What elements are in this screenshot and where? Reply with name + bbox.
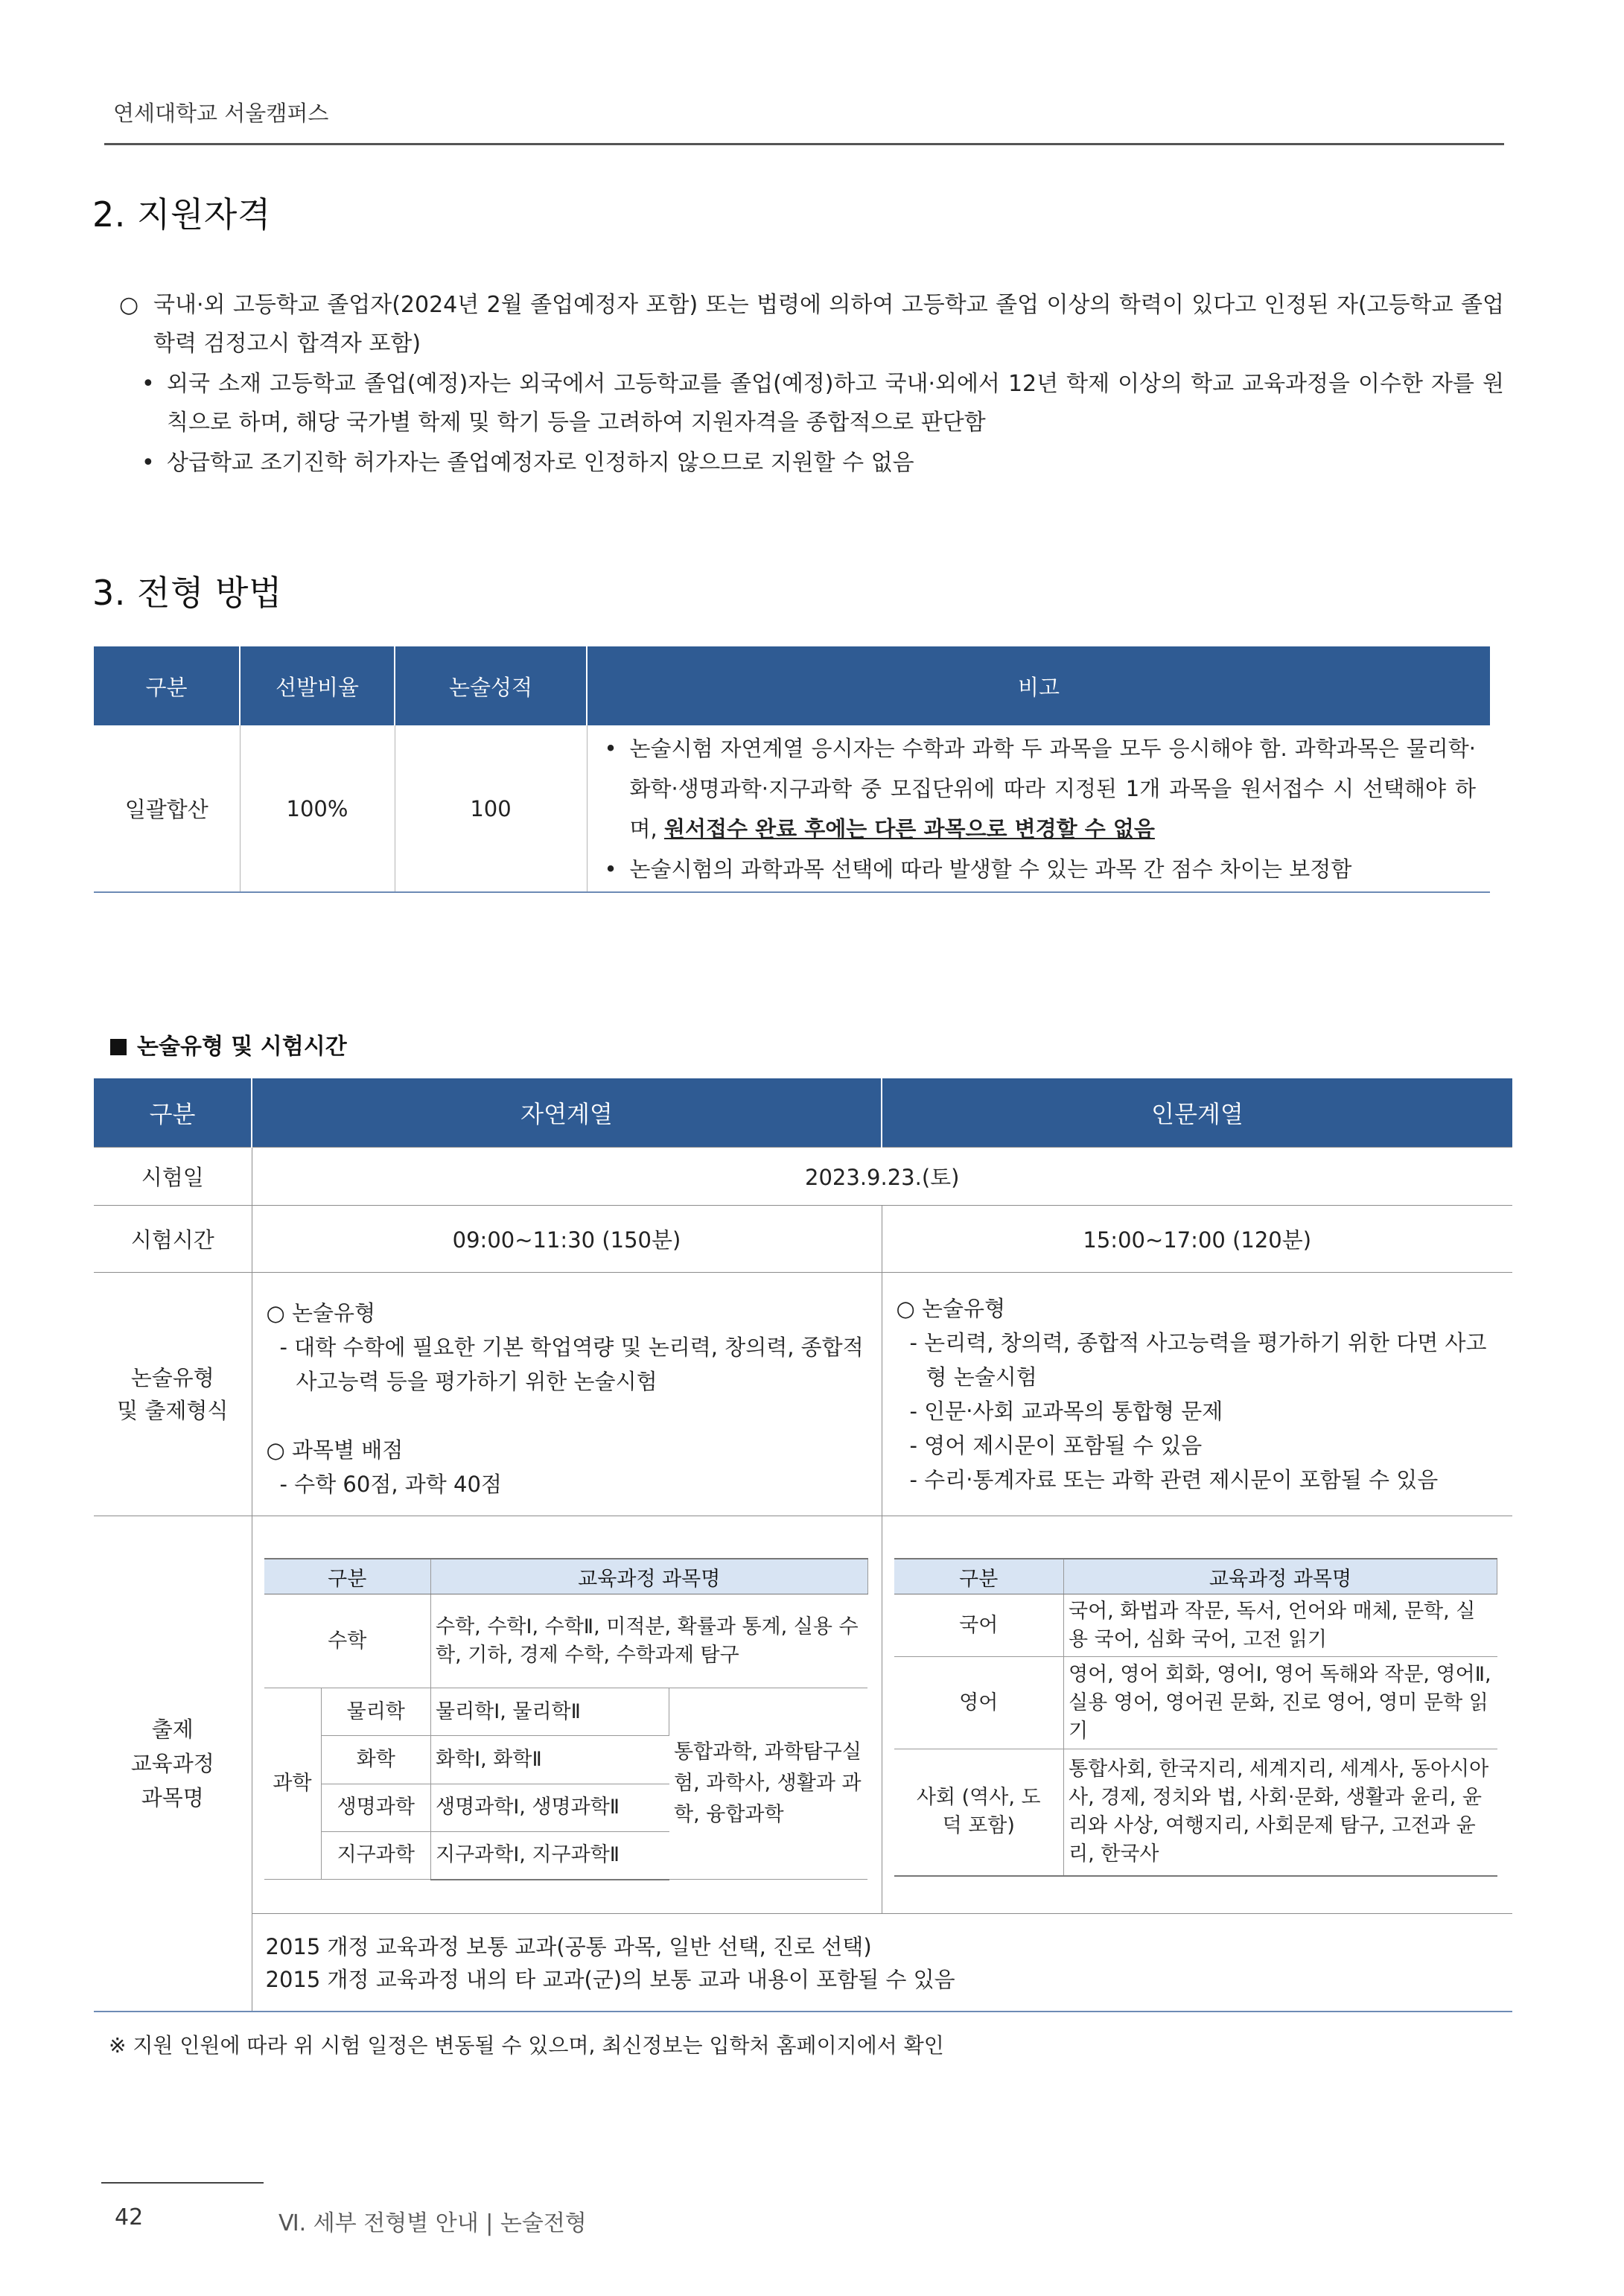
natural-essay-type: ○ 논술유형 - 대학 수학에 필요한 기본 학업역량 및 논리력, 창의력, 종합적 사고능력 등을 평가하기 위한 논술시험 ○ 과목별 배점 - 수학 60점, 과학 40점 xyxy=(252,1273,882,1516)
footer-rule xyxy=(101,2182,264,2184)
row-label: 출제 교육과정 과목명 xyxy=(94,1516,252,2012)
essay-table xyxy=(94,1078,1512,2012)
note-item: • 논술시험의 과학과목 선택에 따라 발생할 수 있는 과목 간 점수 차이는 보정함 xyxy=(588,849,1490,889)
bullet-icon: • xyxy=(141,450,155,476)
bullet-icon: • xyxy=(141,371,155,397)
exam-date: 2023.9.23.(토) xyxy=(252,1148,1512,1206)
section-3-title: 3. 전형 방법 xyxy=(92,573,282,613)
emphasis-text: 원서접수 완료 후에는 다른 과목으로 변경할 수 없음 xyxy=(663,815,1155,842)
subject-group: 사회 (역사, 도덕 포함) xyxy=(894,1749,1064,1876)
table-header-row xyxy=(94,1078,1512,1148)
circle-bullet-icon: ○ xyxy=(119,292,139,318)
humanities-curriculum-table xyxy=(894,1558,1498,1877)
col-header: 구분 xyxy=(94,1078,252,1148)
col-header: 논술성적 xyxy=(395,646,587,725)
science-subjects: 물리학Ⅰ, 물리학Ⅱ xyxy=(431,1688,669,1736)
math-subjects: 수학, 수학Ⅰ, 수학Ⅱ, 미적분, 확률과 통계, 실용 수학, 기하, 경제 수학, 수학과제 탐구 xyxy=(431,1594,868,1688)
eligibility-main xyxy=(119,286,1504,363)
table-header-row xyxy=(94,646,1490,725)
score-cell: 100 xyxy=(395,725,587,892)
footer-section-title: Ⅵ. 세부 전형별 안내 | 논술전형 xyxy=(278,2210,587,2236)
table-row xyxy=(94,1273,1512,1516)
science-label: 과학 xyxy=(264,1688,322,1879)
eligibility-bullet-1 xyxy=(141,365,1504,442)
science-subjects: 생명과학Ⅰ, 생명과학Ⅱ xyxy=(431,1784,669,1831)
subject-list: 국어, 화법과 작문, 독서, 언어와 매체, 문학, 실용 국어, 심화 국어, 고전 읽기 xyxy=(1064,1594,1497,1657)
science-subjects: 화학Ⅰ, 화학Ⅱ xyxy=(431,1736,669,1784)
subject-group: 영어 xyxy=(894,1657,1064,1749)
curriculum-notes: 2015 개정 교육과정 보통 교과(공통 과목, 일반 선택, 진로 선택) 2015 개정 교육과정 내의 타 교과(군)의 보통 교과 내용이 포함될 수 있음 xyxy=(265,1933,955,1992)
col-header: 인문계열 xyxy=(882,1078,1512,1148)
science-subject-name: 생명과학 xyxy=(322,1784,431,1832)
eligibility-bullet-text: 외국 소재 고등학교 졸업(예정)자는 외국에서 고등학교를 졸업(예정)하고 국내·외에서 12년 학제 이상의 학교 교육과정을 이수한 자를 원칙으로 하며, 해당 국가별 학제 및 학기 등을 고려하여 지원자격을 종합적으로 판단함 xyxy=(167,371,1504,436)
natural-curriculum-table xyxy=(264,1558,868,1880)
subject-list: 통합사회, 한국지리, 세계지리, 세계사, 동아시아사, 경제, 정치와 법, 사회‧문화, 생활과 윤리, 윤리와 사상, 여행지리, 사회문제 탐구, 고전과 윤리, 한국사 xyxy=(1064,1749,1497,1876)
table-row xyxy=(94,1206,1512,1273)
section-2-title: 2. 지원자격 xyxy=(92,194,271,235)
essay-subheading: 논술유형 및 시험시간 xyxy=(110,1028,347,1060)
selection-method-table xyxy=(94,646,1490,893)
science-common-subjects: 통합과학, 과학탐구실험, 과학사, 생활과 과학, 융합과학 xyxy=(669,1688,868,1880)
science-subject-name: 지구과학 xyxy=(337,1843,415,1867)
page-number: 42 xyxy=(115,2204,144,2230)
eligibility-bullet-2 xyxy=(141,444,1504,483)
time-humanities: 15:00~17:00 (120분) xyxy=(882,1206,1512,1273)
science-subject-name: 화학 xyxy=(322,1736,431,1784)
eligibility-main-text: 국내·외 고등학교 졸업자(2024년 2월 졸업예정자 포함) 또는 법령에 의하여 고등학교 졸업 이상의 학력이 있다고 인정된 자(고등학교 졸업학력 검정고시 합격자 포함) xyxy=(153,292,1504,357)
science-subject-name: 물리학 xyxy=(322,1688,431,1736)
science-group xyxy=(264,1688,431,1880)
subject-list: 영어, 영어 회화, 영어Ⅰ, 영어 독해와 작문, 영어Ⅱ, 실용 영어, 영어권 문화, 진로 영어, 영미 문학 읽기 xyxy=(1064,1657,1497,1749)
note-item: • 논술시험 자연계열 응시자는 수학과 과학 두 과목을 모두 응시해야 함. 과학과목은 물리학·화학·생명과학·지구과학 중 모집단위에 따라 지정된 1개 과목을 원서접수 시 선택해야 하며, 원서접수 완료 후에는 다른 과목으로 변경할 수 없음 xyxy=(588,728,1490,849)
type-cell: 일괄합산 xyxy=(94,725,240,892)
col-header: 구분 xyxy=(94,646,240,725)
col-header: 선발비율 xyxy=(240,646,395,725)
curriculum-cell xyxy=(252,1516,1512,2012)
table-row xyxy=(94,725,1490,892)
row-label: 논술유형 및 출제형식 xyxy=(94,1273,252,1516)
sub-header: 교육과정 과목명 xyxy=(1064,1559,1497,1594)
table-row xyxy=(94,1148,1512,1206)
row-label: 시험일 xyxy=(94,1148,252,1206)
science-subjects: 지구과학Ⅰ, 지구과학Ⅱ xyxy=(431,1831,669,1879)
note-cell xyxy=(587,725,1490,892)
subject-group: 국어 xyxy=(894,1594,1064,1657)
university-campus-label: 연세대학교 서울캠퍼스 xyxy=(113,101,329,126)
table-row xyxy=(94,1516,1512,2012)
col-header: 비고 xyxy=(587,646,1490,725)
square-bullet-icon xyxy=(110,1039,127,1055)
header-rule xyxy=(104,143,1504,145)
sub-header: 교육과정 과목명 xyxy=(431,1559,868,1594)
col-header: 자연계열 xyxy=(252,1078,882,1148)
time-natural: 09:00~11:30 (150분) xyxy=(252,1206,882,1273)
footnote: ※ 지원 인원에 따라 위 시험 일정은 변동될 수 있으며, 최신정보는 입학처 홈페이지에서 확인 xyxy=(109,2033,944,2058)
eligibility-bullet-text: 상급학교 조기진학 허가자는 졸업예정자로 인정하지 않으므로 지원할 수 없음 xyxy=(167,450,914,476)
math-label: 수학 xyxy=(264,1594,431,1688)
humanities-essay-type: ○ 논술유형 - 논리력, 창의력, 종합적 사고능력을 평가하기 위한 다면 사고형 논술시험 - 인문‧사회 교과목의 통합형 문제 - 영어 제시문이 포함될 수 있음 - 수리‧통계자료 또는 과학 관련 제시문이 포함될 수 있음 xyxy=(882,1273,1512,1516)
row-label: 시험시간 xyxy=(94,1206,252,1273)
ratio-cell: 100% xyxy=(240,725,395,892)
sub-header: 구분 xyxy=(894,1559,1064,1594)
sub-header: 구분 xyxy=(264,1559,431,1594)
